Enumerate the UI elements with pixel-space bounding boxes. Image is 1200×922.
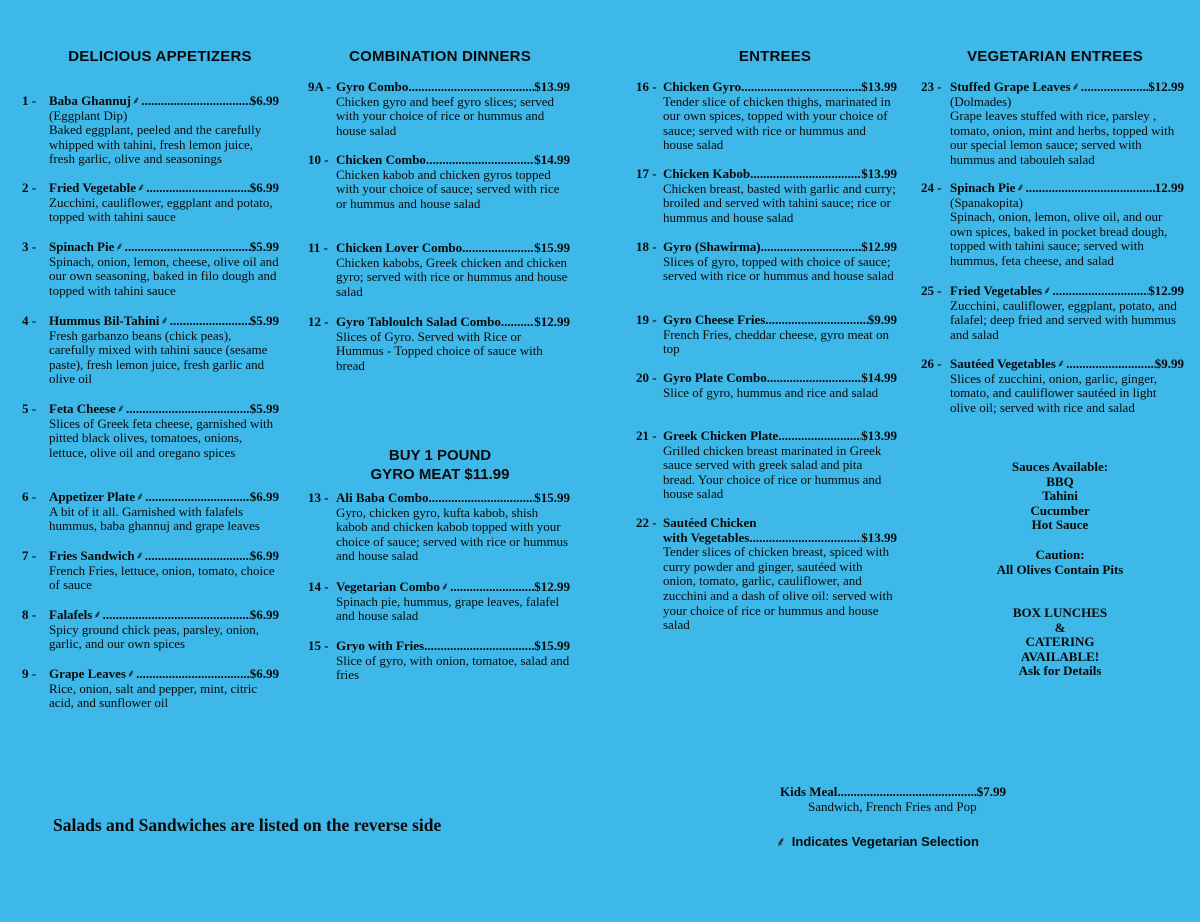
leader-dots <box>1026 181 1155 196</box>
item-description: Fresh garbanzo beans (chick peas), carefully mixed with tahini sauce (sesame paste), fresh lemon juice, fresh garlic and olive oil <box>49 327 268 387</box>
item-name: Appetizer Plate <box>49 490 136 504</box>
item-number: 21 - <box>636 428 657 443</box>
item-body <box>950 357 1184 415</box>
item-body <box>663 240 897 284</box>
item-name-line <box>950 284 1184 299</box>
item-name: Gyro Cheese Fries <box>663 313 766 327</box>
item-name-line <box>49 314 279 329</box>
leader-dots <box>136 667 250 682</box>
item-name: Spinach Pie <box>49 240 115 254</box>
item-name: Gyro Tabloulch Salad Combo <box>336 315 501 329</box>
item-description: Zucchini, cauliflower, eggplant, potato, and falafel; deep fried and served with hummus and salad <box>950 297 1177 342</box>
item-body <box>49 549 279 593</box>
item-name-line <box>49 667 279 682</box>
box-line: BOX LUNCHES <box>1012 605 1108 620</box>
leader-dots <box>1081 80 1148 95</box>
kids-meal-desc: Sandwich, French Fries and Pop <box>808 799 977 814</box>
item-name: Spinach Pie <box>950 181 1016 195</box>
item-number: 25 - <box>921 283 942 298</box>
leaf-icon: ⸙ <box>132 95 141 107</box>
item-body <box>663 167 897 225</box>
item-price: $13.99 <box>861 167 897 181</box>
item-price: $6.99 <box>249 94 279 108</box>
leader-dots <box>501 315 534 330</box>
item-name: Chicken Gyro <box>663 80 742 94</box>
item-body <box>336 153 570 211</box>
item-price: $6.99 <box>249 549 279 563</box>
item-description: Zucchini, cauliflower, eggplant and potato, topped with tahini sauce <box>49 194 273 225</box>
item-name-line <box>49 490 279 505</box>
item-description: Slices of zucchini, onion, garlic, ginger, tomato, and cauliflower sautéed in light olive oil; served with rice and salad <box>950 370 1158 415</box>
item-number: 18 - <box>636 239 657 254</box>
leader-dots <box>426 153 534 168</box>
leader-dots <box>408 80 534 95</box>
item-description: Slices of Gyro. Served with Rice or Hummus - Topped choice of sauce with bread <box>336 328 543 373</box>
item-price: $13.99 <box>534 80 570 94</box>
item-description: (Dolmades) Grape leaves stuffed with rice, parsley , tomato, onion, mint and herbs, topped with our special lemon sauce; served with hummus and tabouleh salad <box>950 93 1175 167</box>
item-name-line <box>336 315 570 330</box>
leaf-icon: ⸙ <box>1071 81 1080 93</box>
item-name: with Vegetables <box>663 530 750 545</box>
item-name-line <box>49 181 279 196</box>
item-body <box>336 315 570 373</box>
leaf-icon: ⸙ <box>126 668 136 680</box>
leader-dots <box>145 549 250 564</box>
item-name: Feta Cheese <box>49 402 116 416</box>
item-body <box>663 429 897 502</box>
item-body <box>49 240 279 298</box>
item-number: 24 - <box>921 180 942 195</box>
item-number: 1 - <box>22 93 37 108</box>
item-description: Spinach pie, hummus, grape leaves, falafel and house salad <box>336 593 560 624</box>
item-name: Gyro (Shawirma) <box>663 240 761 254</box>
box-lunches-block <box>960 606 1160 679</box>
leaf-icon: ⸙ <box>776 834 786 849</box>
item-description: Chicken kabobs, Greek chicken and chicken gyro; served with rice or hummus and house salad <box>336 254 568 299</box>
leaf-icon: ⸙ <box>1056 358 1066 370</box>
leaf-icon: ⸙ <box>135 550 144 562</box>
leaf-icon: ⸙ <box>137 182 146 194</box>
box-line: AVAILABLE! <box>1020 648 1100 664</box>
item-number: 3 - <box>22 239 37 254</box>
item-body <box>49 402 279 460</box>
item-body <box>49 490 279 534</box>
item-body <box>49 181 279 225</box>
item-name: Vegetarian Combo <box>336 580 440 594</box>
item-description: French Fries, cheddar cheese, gyro meat on top <box>663 326 889 357</box>
item-number: 20 - <box>636 370 657 385</box>
sauce-item: Cucumber <box>1030 502 1090 518</box>
item-price: $9.99 <box>1154 357 1184 371</box>
item-description: Tender slice of chicken thighs, marinated in our own spices, topped with your choice of sauce; served with rice or hummus and house salad <box>663 93 891 153</box>
item-description: Spinach, onion, lemon, cheese, olive oil and our own seasoning, baked in filo dough and topped with tahini sauce <box>49 253 279 298</box>
item-price: $5.99 <box>249 314 279 328</box>
sauces-block <box>960 460 1160 533</box>
item-description: Tender slices of chicken breast, spiced with curry powder and ginger, sautéed with onion, tomato, garlic, cauliflower, and zucchini and a dash of olive oil: served with your choice of rice or hummus and house salad <box>663 544 893 633</box>
item-name: Gyro Combo <box>336 80 409 94</box>
item-name: Chicken Lover Combo <box>336 241 463 255</box>
item-number: 2 - <box>22 180 37 195</box>
combinations-heading: COMBINATION DINNERS <box>349 48 531 65</box>
item-price: $13.99 <box>861 530 897 545</box>
item-description: (Spanakopita) Spinach, onion, lemon, olive oil, and our own spices, baked in pocket bread dough, topped with tahini sauce; served with hummus, feta cheese, and salad <box>950 194 1168 268</box>
item-name-line <box>336 639 570 654</box>
item-number: 4 - <box>22 313 37 328</box>
item-price: $13.99 <box>861 429 897 443</box>
item-price: $6.99 <box>249 490 279 504</box>
item-price: $14.99 <box>534 153 570 167</box>
item-body <box>49 608 279 652</box>
item-number: 6 - <box>22 489 37 504</box>
item-price: $5.99 <box>249 402 279 416</box>
sauces-title: Sauces Available: <box>1011 459 1109 474</box>
item-description: Chicken gyro and beef gyro slices; served with your choice of rice or hummus and house salad <box>336 93 555 138</box>
item-number: 19 - <box>636 312 657 327</box>
item-body <box>336 580 570 624</box>
leader-dots <box>146 181 249 196</box>
item-name: Gryo with Fries <box>336 639 425 653</box>
item-name-line <box>950 181 1184 196</box>
item-description: Slice of gyro, hummus and rice and salad <box>663 384 879 400</box>
item-number: 5 - <box>22 401 37 416</box>
caution-text: All Olives Contain Pits <box>996 561 1124 577</box>
item-name-line <box>49 608 279 623</box>
item-body <box>663 313 897 357</box>
leader-dots <box>1066 357 1155 372</box>
item-description: Chicken breast, basted with garlic and curry; broiled and served with tahini sauce; rice or hummus and house salad <box>663 180 896 225</box>
leaf-icon: ⸙ <box>440 581 450 593</box>
leaf-icon: ⸙ <box>93 609 102 621</box>
item-number: 14 - <box>308 579 329 594</box>
item-name-line <box>663 429 897 444</box>
item-description: Slices of gyro, topped with choice of sauce; served with rice or hummus and house salad <box>663 253 894 284</box>
item-name-line <box>950 357 1184 372</box>
leader-dots <box>761 240 862 255</box>
vegetarian-heading: VEGETARIAN ENTREES <box>967 48 1143 65</box>
item-name-line <box>663 371 897 386</box>
item-price: $15.99 <box>534 241 570 255</box>
item-price: $12.99 <box>534 580 570 594</box>
item-number: 15 - <box>308 638 329 653</box>
item-number: 9 - <box>22 666 37 681</box>
item-description: Rice, onion, salt and pepper, mint, citric acid, and sunflower oil <box>49 680 258 711</box>
item-name-line <box>336 153 570 168</box>
item-name: Sautéed Vegetables <box>950 357 1056 371</box>
item-description: A bit of it all. Garnished with falafels hummus, baba ghannuj and grape leaves <box>49 503 260 534</box>
item-description: Slice of gyro, with onion, tomatoe, salad and fries <box>336 652 570 683</box>
promo-line-1: BUY 1 POUND <box>388 447 492 464</box>
veg-indicator-text: Indicates Vegetarian Selection <box>791 834 979 849</box>
leader-dots <box>428 491 534 506</box>
item-name: Falafels <box>49 608 93 622</box>
item-number: 9A - <box>308 79 331 94</box>
item-body <box>49 94 279 167</box>
item-body <box>663 80 897 153</box>
entrees-heading: ENTREES <box>738 48 812 65</box>
item-name: Ali Baba Combo <box>336 491 429 505</box>
item-name: Fried Vegetables <box>950 284 1043 298</box>
leaf-icon: ⸙ <box>115 241 124 253</box>
leader-dots <box>778 429 861 444</box>
item-name-line <box>336 491 570 506</box>
item-name: Greek Chicken Plate <box>663 429 779 443</box>
item-body <box>336 639 570 683</box>
item-price: 12.99 <box>1154 181 1184 195</box>
item-number: 26 - <box>921 356 942 371</box>
item-price: $13.99 <box>861 80 897 94</box>
item-number: 16 - <box>636 79 657 94</box>
item-description: French Fries, lettuce, onion, tomato, choice of sauce <box>49 562 275 593</box>
leader-dots <box>765 313 867 328</box>
item-body <box>49 667 279 711</box>
caution-block <box>960 548 1160 577</box>
item-number: 12 - <box>308 314 329 329</box>
leaf-icon: ⸙ <box>136 491 145 503</box>
leader-dots <box>141 94 249 109</box>
item-number: 17 - <box>636 166 657 181</box>
item-name-line <box>663 240 897 255</box>
item-price: $15.99 <box>534 639 570 653</box>
item-name-line <box>336 241 570 256</box>
leader-dots <box>837 784 976 799</box>
item-description: Gyro, chicken gyro, kufta kabob, shish kabob and chicken kabob topped with your choice of sauce; served with rice or hummus and house salad <box>336 504 569 564</box>
item-body <box>950 284 1184 342</box>
box-line: Ask for Details <box>1018 663 1102 679</box>
leader-dots <box>741 80 861 95</box>
sauce-item: BBQ <box>1046 473 1074 489</box>
item-name: Stuffed Grape Leaves <box>950 80 1071 94</box>
vegetarian-indicator-note <box>776 832 979 850</box>
item-name-line <box>49 94 279 109</box>
item-number: 22 - <box>636 515 657 530</box>
reverse-side-note: Salads and Sandwiches are listed on the reverse side <box>53 815 442 835</box>
leader-dots <box>103 608 250 623</box>
item-body <box>336 80 570 138</box>
leader-dots <box>450 580 534 595</box>
leaf-icon: ⸙ <box>160 315 169 327</box>
item-price: $12.99 <box>1148 284 1184 298</box>
item-price: $12.99 <box>861 240 897 254</box>
appetizers-heading: DELICIOUS APPETIZERS <box>68 48 252 65</box>
item-price: $5.99 <box>249 240 279 254</box>
item-body <box>950 80 1184 168</box>
item-description: (Eggplant Dip) Baked eggplant, peeled and the carefully whipped with tahini, fresh lemon juice, fresh garlic, olive and seasonings <box>49 107 262 167</box>
item-name: Gyro Plate Combo <box>663 371 767 385</box>
leader-dots <box>170 314 250 329</box>
leader-dots <box>126 402 250 417</box>
item-body <box>950 181 1184 269</box>
item-body <box>663 516 897 633</box>
sauce-item: Tahini <box>1042 488 1078 504</box>
item-name-line <box>663 80 897 95</box>
kids-meal-price: $7.99 <box>976 784 1006 799</box>
item-price: $12.99 <box>1148 80 1184 94</box>
item-name-line <box>49 402 279 417</box>
caution-title: Caution: <box>1035 547 1085 562</box>
leader-dots <box>767 371 862 386</box>
item-name-line <box>663 313 897 328</box>
item-number: 8 - <box>22 607 37 622</box>
item-body <box>49 314 279 387</box>
item-number: 13 - <box>308 490 329 505</box>
item-name: Grape Leaves <box>49 667 126 681</box>
item-description: Chicken kabob and chicken gyros topped with your choice of sauce; served with rice or hummus and house salad <box>336 166 560 211</box>
item-number: 10 - <box>308 152 329 167</box>
item-description: Slices of Greek feta cheese, garnished with pitted black olives, tomatoes, onions, lettuce, olive oil and oregano spices <box>49 415 274 460</box>
box-line: CATERING <box>1025 634 1095 650</box>
item-name-line <box>663 531 897 546</box>
leaf-icon: ⸙ <box>116 403 126 415</box>
item-name: Fries Sandwich <box>49 549 135 563</box>
item-price: $12.99 <box>534 315 570 329</box>
gyro-meat-promo <box>320 446 560 484</box>
promo-line-2: GYRO MEAT $11.99 <box>370 466 510 483</box>
item-number: 11 - <box>308 240 328 255</box>
leader-dots <box>125 240 250 255</box>
item-body <box>663 371 897 400</box>
leader-dots <box>750 167 861 182</box>
leader-dots <box>749 531 861 546</box>
box-line: & <box>1054 619 1066 635</box>
sauce-item: Hot Sauce <box>1031 517 1089 533</box>
item-description: Grilled chicken breast marinated in Greek sauce served with greek salad and pita bread. Your choice of rice or hummus and house salad <box>663 442 882 502</box>
item-number: 7 - <box>22 548 37 563</box>
item-name-line <box>49 549 279 564</box>
item-price: $15.99 <box>534 491 570 505</box>
item-name-line <box>336 580 570 595</box>
item-price: $6.99 <box>249 608 279 622</box>
item-name-line <box>950 80 1184 95</box>
item-name-line <box>336 80 570 95</box>
item-price: $9.99 <box>867 313 897 327</box>
item-name: Hummus Bil-Tahini <box>49 314 160 328</box>
item-name-line <box>49 240 279 255</box>
item-name-top: Sautéed Chicken <box>663 515 757 530</box>
leader-dots <box>1052 284 1148 299</box>
item-name: Chicken Combo <box>336 153 426 167</box>
leader-dots <box>462 241 534 256</box>
item-name: Baba Ghannuj <box>49 94 132 108</box>
leaf-icon: ⸙ <box>1043 285 1052 297</box>
kids-meal <box>780 784 1040 814</box>
item-body <box>336 491 570 564</box>
item-name-line <box>663 167 897 182</box>
kids-meal-name: Kids Meal <box>780 784 838 799</box>
kids-meal-name-line <box>780 784 1006 799</box>
item-number: 23 - <box>921 79 942 94</box>
item-name: Chicken Kabob <box>663 167 751 181</box>
item-description: Spicy ground chick peas, parsley, onion, garlic, and our own spices <box>49 621 259 652</box>
leader-dots <box>145 490 249 505</box>
item-price: $6.99 <box>249 667 279 681</box>
item-body <box>336 241 570 299</box>
item-price: $6.99 <box>249 181 279 195</box>
leader-dots <box>424 639 534 654</box>
leaf-icon: ⸙ <box>1016 182 1025 194</box>
item-price: $14.99 <box>861 371 897 385</box>
item-name: Fried Vegetable <box>49 181 137 195</box>
